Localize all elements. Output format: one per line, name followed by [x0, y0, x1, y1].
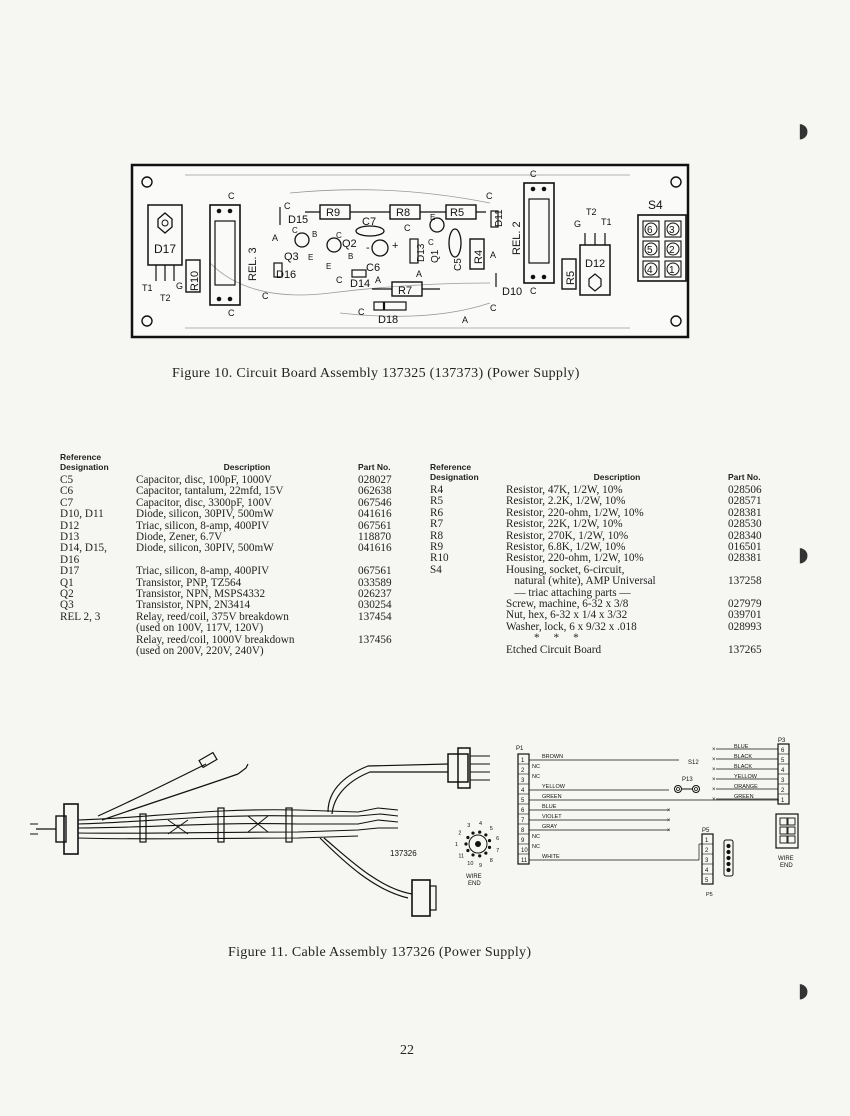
- cell-ref: D16: [60, 553, 80, 566]
- svg-text:×: ×: [712, 747, 716, 753]
- svg-text:C: C: [284, 201, 291, 211]
- p5-pin-number: 3: [705, 858, 709, 864]
- svg-text:1: 1: [669, 265, 675, 276]
- cell-ref: Q2: [60, 588, 74, 601]
- wire-end-label: WIRE: [466, 874, 482, 880]
- cell-desc: * * *: [506, 632, 579, 645]
- table-row: [60, 509, 428, 520]
- round-pin-number: 10: [467, 861, 474, 868]
- svg-text:T1: T1: [142, 283, 153, 293]
- round-pin: [478, 831, 481, 834]
- cell-ref: D17: [60, 565, 80, 578]
- p1-pin-number: 10: [521, 848, 528, 854]
- svg-text:END: END: [780, 863, 793, 869]
- p1-wire-label: NC: [532, 844, 540, 850]
- table-row: [60, 623, 428, 634]
- p1-pin-number: 2: [521, 768, 525, 774]
- cell-ref: Q3: [60, 599, 74, 612]
- cell-part: 033589: [358, 576, 392, 589]
- svg-text:D12: D12: [585, 258, 606, 270]
- svg-text:C: C: [228, 191, 235, 201]
- ref-header: Reference Designation: [60, 452, 109, 472]
- cell-ref: R4: [430, 484, 444, 496]
- p1-wire-label: NC: [532, 774, 540, 780]
- svg-text:C6: C6: [366, 262, 381, 274]
- figure-11-caption: Figure 11. Cable Assembly 137326 (Power Supply): [228, 945, 532, 960]
- assembly-number-label: 137326: [390, 849, 417, 858]
- svg-text:T2: T2: [160, 293, 171, 303]
- cell-part: 027979: [728, 598, 762, 611]
- round-pin: [484, 851, 487, 854]
- p5-pin-number: 4: [705, 868, 709, 874]
- wire-end-label-2: END: [468, 881, 481, 887]
- p3-wire-label: BLACK: [734, 764, 753, 770]
- svg-text:+: +: [392, 240, 399, 252]
- svg-text:B: B: [312, 230, 318, 239]
- cell-part: 039701: [728, 609, 762, 622]
- cell-ref: D14, D15,: [60, 542, 107, 555]
- table-row: [430, 645, 788, 656]
- cell-ref: [60, 635, 136, 646]
- cell-ref: [430, 610, 506, 621]
- cell-part: [358, 623, 428, 634]
- svg-text:D15: D15: [288, 214, 309, 226]
- cell-desc: Transistor, NPN, MSPS4332: [136, 588, 266, 601]
- cell-ref: D12: [60, 519, 80, 532]
- cell-part: 137265: [728, 643, 762, 656]
- parts-list-left: [60, 452, 428, 658]
- cell-ref: R9: [430, 541, 444, 554]
- p3-face-connector: [772, 810, 808, 872]
- cell-ref: [430, 622, 506, 633]
- svg-text:R4: R4: [473, 249, 485, 264]
- svg-text:R5: R5: [565, 270, 577, 285]
- cell-ref: S4: [430, 563, 442, 576]
- ref-header: Reference Designation: [430, 462, 479, 482]
- table-row: [430, 622, 788, 633]
- svg-text:REL. 3: REL. 3: [247, 247, 259, 281]
- svg-text:REL. 2: REL. 2: [511, 221, 523, 255]
- cell-desc: Washer, lock, 6 x 9/32 x .018: [506, 620, 637, 633]
- table-row: [430, 633, 788, 644]
- svg-text:B: B: [348, 252, 354, 261]
- p1-pin-number: 7: [521, 818, 525, 824]
- p1-wire-label: WHITE: [542, 854, 560, 860]
- circuit-board-diagram: [130, 163, 690, 339]
- svg-text:G: G: [574, 219, 582, 229]
- p3-pin-number: 2: [781, 788, 785, 794]
- cell-desc: Screw, machine, 6-32 x 3/8: [506, 598, 629, 611]
- svg-text:C: C: [428, 238, 434, 247]
- cell-part: 041616: [358, 542, 392, 555]
- round-pin-connector: [450, 816, 506, 888]
- cell-desc: Diode, silicon, 30PIV, 500mW: [136, 508, 274, 521]
- cell-ref: D10, D11: [60, 508, 104, 521]
- cell-desc: Resistor, 22K, 1/2W, 10%: [506, 518, 623, 531]
- cell-part: 137258: [728, 575, 762, 588]
- cell-desc: Capacitor, tantalum, 22mfd, 15V: [136, 485, 284, 498]
- cell-part: 028993: [728, 620, 762, 633]
- cell-part: [728, 633, 788, 644]
- table-row: [430, 519, 788, 530]
- svg-text:6: 6: [647, 225, 653, 236]
- svg-text:Q2: Q2: [342, 238, 357, 250]
- round-pin: [478, 854, 481, 857]
- cell-part: 067546: [358, 496, 392, 509]
- p3-wire-label: YELLOW: [734, 774, 757, 780]
- svg-text:E: E: [430, 213, 436, 222]
- cell-desc: Housing, socket, 6-circuit,: [506, 563, 625, 576]
- svg-text:R7: R7: [398, 285, 413, 297]
- cell-ref: [430, 576, 506, 587]
- page-number: 22: [400, 1043, 414, 1058]
- cell-ref: [430, 645, 506, 656]
- svg-text:×: ×: [712, 757, 716, 763]
- round-pin-number: 8: [489, 857, 493, 864]
- binder-hole-mark: ◗: [798, 542, 809, 566]
- svg-text:D16: D16: [276, 269, 297, 281]
- round-pin-number: 11: [458, 853, 465, 860]
- p3-wire-label: BLACK: [734, 754, 753, 760]
- svg-text:T2: T2: [586, 207, 597, 217]
- table-row: [60, 646, 428, 657]
- round-pin-number: 3: [467, 822, 471, 829]
- svg-text:A: A: [462, 315, 469, 325]
- svg-text:Q3: Q3: [284, 251, 299, 263]
- cell-desc: Capacitor, disc, 3300pF, 100V: [136, 496, 272, 509]
- cell-ref: [430, 599, 506, 610]
- svg-text:R10: R10: [189, 270, 201, 291]
- p1-pin-number: 4: [521, 788, 525, 794]
- svg-text:T1: T1: [601, 217, 612, 227]
- p3-wire-label: ORANGE: [734, 784, 758, 790]
- round-pin-number: 6: [496, 836, 500, 843]
- svg-text:×: ×: [667, 828, 671, 834]
- cell-desc: Nut, hex, 6-32 x 1/4 x 3/32: [506, 609, 628, 622]
- parts-list-right: [430, 462, 788, 656]
- p5-pin-number: 1: [705, 838, 709, 844]
- svg-text:×: ×: [712, 777, 716, 783]
- p1-wire-label: NC: [532, 764, 540, 770]
- cell-ref: D13: [60, 531, 80, 544]
- round-pin-number: 1: [455, 842, 459, 848]
- p1-wire-label: BLUE: [542, 804, 557, 810]
- p3-pin-number: 5: [781, 758, 785, 764]
- round-pin: [484, 833, 487, 836]
- cell-desc: Transistor, NPN, 2N3414: [136, 599, 251, 612]
- cell-part: 137456: [358, 633, 392, 646]
- svg-text:P5: P5: [702, 828, 710, 834]
- cell-part: 028381: [728, 552, 762, 565]
- round-pin: [466, 836, 469, 839]
- p1-wire-label: GREEN: [542, 794, 562, 800]
- svg-text:R5: R5: [450, 207, 465, 219]
- p3-pin-number: 6: [781, 748, 785, 754]
- p1-pin-number: 1: [521, 758, 525, 764]
- cell-part: 118870: [358, 531, 392, 544]
- cell-desc: Resistor, 270K, 1/2W, 10%: [506, 529, 629, 542]
- round-pin: [488, 846, 491, 849]
- cell-part: 028381: [728, 506, 762, 519]
- svg-text:C: C: [486, 191, 493, 201]
- svg-text:×: ×: [712, 767, 716, 773]
- svg-text:E: E: [326, 262, 332, 271]
- round-pin: [471, 831, 474, 834]
- svg-text:C5: C5: [453, 258, 464, 271]
- round-pin-number: 4: [478, 821, 483, 828]
- p1-pin-number: 8: [521, 828, 525, 834]
- svg-text:C: C: [404, 223, 411, 233]
- svg-text:×: ×: [712, 787, 716, 793]
- round-pin-number: 9: [478, 862, 483, 869]
- cell-desc: Capacitor, disc, 100pF, 1000V: [136, 474, 272, 486]
- svg-text:S4: S4: [648, 198, 663, 212]
- svg-text:S12: S12: [688, 760, 699, 766]
- svg-text:D14: D14: [350, 278, 371, 290]
- cell-desc: Relay, reed/coil, 1000V breakdown: [136, 633, 295, 646]
- p3-pin-number: 4: [781, 768, 785, 774]
- cell-ref: C6: [60, 485, 74, 498]
- cell-ref: C7: [60, 496, 74, 509]
- p3-wire-label: BLUE: [734, 744, 749, 750]
- d17-label: D17: [154, 242, 177, 256]
- cell-desc: natural (white), AMP Universal: [506, 575, 656, 588]
- svg-text:A: A: [490, 250, 497, 260]
- round-pin-number: 7: [496, 847, 500, 854]
- svg-text:C: C: [358, 307, 365, 317]
- cell-ref: R5: [430, 495, 444, 508]
- cell-part: 026237: [358, 588, 392, 601]
- binder-hole-mark: ◗: [798, 978, 809, 1002]
- p1-wire-label: GRAY: [542, 824, 558, 830]
- cell-part: 028027: [358, 474, 392, 486]
- p1-wire-label: BROWN: [542, 754, 564, 760]
- p1-pin-number: 9: [521, 838, 525, 844]
- desc-header: Description: [593, 472, 641, 482]
- cell-ref: Q1: [60, 576, 74, 589]
- cell-ref: [60, 646, 136, 657]
- p5-pin-number: 2: [705, 848, 709, 854]
- cable-assembly-drawing: [28, 738, 508, 918]
- svg-text:G: G: [176, 281, 184, 291]
- p1-wire-label: VIOLET: [542, 814, 562, 820]
- cell-part: 016501: [728, 541, 762, 554]
- binder-hole-mark: ◗: [798, 118, 809, 142]
- cell-desc: Diode, Zener, 6.7V: [136, 531, 223, 544]
- svg-text:3: 3: [669, 225, 675, 236]
- p3-pin-number: 3: [781, 778, 785, 784]
- p3-wire-label: GREEN: [734, 794, 754, 800]
- desc-header: Description: [223, 462, 271, 472]
- cell-desc: Resistor, 2.2K, 1/2W, 10%: [506, 495, 626, 508]
- cell-desc: Relay, reed/coil, 375V breakdown: [136, 610, 289, 623]
- svg-text:P3: P3: [778, 738, 786, 744]
- svg-text:×: ×: [667, 818, 671, 824]
- cell-ref: [430, 588, 506, 599]
- svg-text:R8: R8: [396, 207, 411, 219]
- svg-text:WIRE: WIRE: [778, 856, 794, 862]
- cell-desc: Resistor, 6.8K, 1/2W, 10%: [506, 541, 626, 554]
- svg-text:5: 5: [647, 245, 653, 256]
- table-row: [60, 543, 428, 554]
- cell-desc: — triac attaching parts —: [506, 586, 631, 599]
- svg-text:-: -: [366, 242, 370, 254]
- svg-text:Q1: Q1: [430, 249, 441, 263]
- p1-pin-number: 5: [521, 798, 525, 804]
- svg-text:P1: P1: [516, 746, 524, 752]
- cell-part: 067561: [358, 519, 392, 532]
- p1-pin-number: 3: [521, 778, 525, 784]
- cell-desc: Triac, silicon, 8-amp, 400PIV: [136, 565, 270, 578]
- svg-text:A: A: [272, 233, 279, 243]
- cell-ref: R7: [430, 518, 444, 531]
- svg-text:C7: C7: [362, 216, 377, 228]
- svg-text:C: C: [530, 286, 537, 296]
- round-pin: [466, 849, 469, 852]
- p1-wire-label: YELLOW: [542, 784, 565, 790]
- cell-part: 028506: [728, 484, 762, 496]
- cell-part: 137454: [358, 610, 392, 623]
- cell-desc: Resistor, 220-ohm, 1/2W, 10%: [506, 506, 644, 519]
- svg-text:P13: P13: [682, 777, 693, 783]
- cell-desc: Diode, silicon, 30PIV, 500mW: [136, 542, 274, 555]
- cell-desc: Resistor, 47K, 1/2W, 10%: [506, 484, 623, 496]
- cell-desc: (used on 200V, 220V, 240V): [136, 645, 264, 658]
- round-pin: [488, 839, 491, 842]
- cell-desc: Etched Circuit Board: [506, 643, 602, 656]
- svg-text:C: C: [490, 303, 497, 313]
- cell-desc: (used on 100V, 117V, 120V): [136, 622, 264, 635]
- figure-10-caption: Figure 10. Circuit Board Assembly 137325 (137373) (Power Supply): [172, 366, 580, 381]
- svg-text:R9: R9: [326, 207, 341, 219]
- table-row: [430, 576, 788, 587]
- table-row: [60, 566, 428, 577]
- round-pin: [471, 853, 474, 856]
- cell-ref: [430, 633, 506, 644]
- cell-part: 062638: [358, 485, 392, 498]
- svg-text:C: C: [262, 291, 269, 301]
- cell-part: 030254: [358, 599, 392, 612]
- svg-text:D11: D11: [494, 209, 505, 227]
- svg-text:C: C: [336, 231, 342, 240]
- cell-desc: Resistor, 220-ohm, 1/2W, 10%: [506, 552, 644, 565]
- cell-part: 041616: [358, 508, 392, 521]
- p5-pin-number: 5: [705, 878, 709, 884]
- svg-text:A: A: [375, 275, 382, 285]
- cell-ref: R10: [430, 552, 449, 565]
- cell-part: 028571: [728, 495, 762, 508]
- cell-part: 028340: [728, 529, 762, 542]
- cell-ref: R6: [430, 506, 444, 519]
- round-pin: [464, 842, 467, 845]
- cell-part: 067561: [358, 565, 392, 578]
- round-pin-number: 5: [489, 826, 493, 833]
- svg-text:4: 4: [647, 265, 653, 276]
- p1-pin-number: 11: [521, 858, 528, 864]
- round-pin-number: 2: [458, 830, 462, 837]
- cell-ref: R8: [430, 529, 444, 542]
- p1-wire-label: NC: [532, 834, 540, 840]
- svg-text:C: C: [336, 275, 343, 285]
- cell-part: [358, 646, 428, 657]
- svg-text:C: C: [228, 308, 235, 318]
- part-header: Part No.: [358, 462, 391, 472]
- cell-part: 028530: [728, 518, 762, 531]
- svg-text:D10: D10: [502, 286, 523, 298]
- svg-text:P5: P5: [706, 892, 713, 898]
- svg-text:2: 2: [669, 245, 675, 256]
- svg-text:E: E: [308, 253, 314, 262]
- svg-text:A: A: [416, 269, 423, 279]
- cell-desc: Transistor, PNP, TZ564: [136, 576, 242, 589]
- svg-text:×: ×: [667, 808, 671, 814]
- svg-text:×: ×: [712, 797, 716, 803]
- svg-text:C: C: [530, 169, 537, 179]
- svg-text:D18: D18: [378, 314, 399, 326]
- part-header: Part No.: [728, 472, 761, 482]
- p1-pin-number: 6: [521, 808, 525, 814]
- cell-ref: C5: [60, 474, 74, 486]
- svg-text:C: C: [292, 226, 298, 235]
- svg-text:D13: D13: [416, 243, 427, 262]
- p3-pin-number: 1: [781, 798, 785, 804]
- cell-ref: [60, 623, 136, 634]
- cell-desc: Triac, silicon, 8-amp, 400PIV: [136, 519, 270, 532]
- cell-ref: REL 2, 3: [60, 610, 101, 623]
